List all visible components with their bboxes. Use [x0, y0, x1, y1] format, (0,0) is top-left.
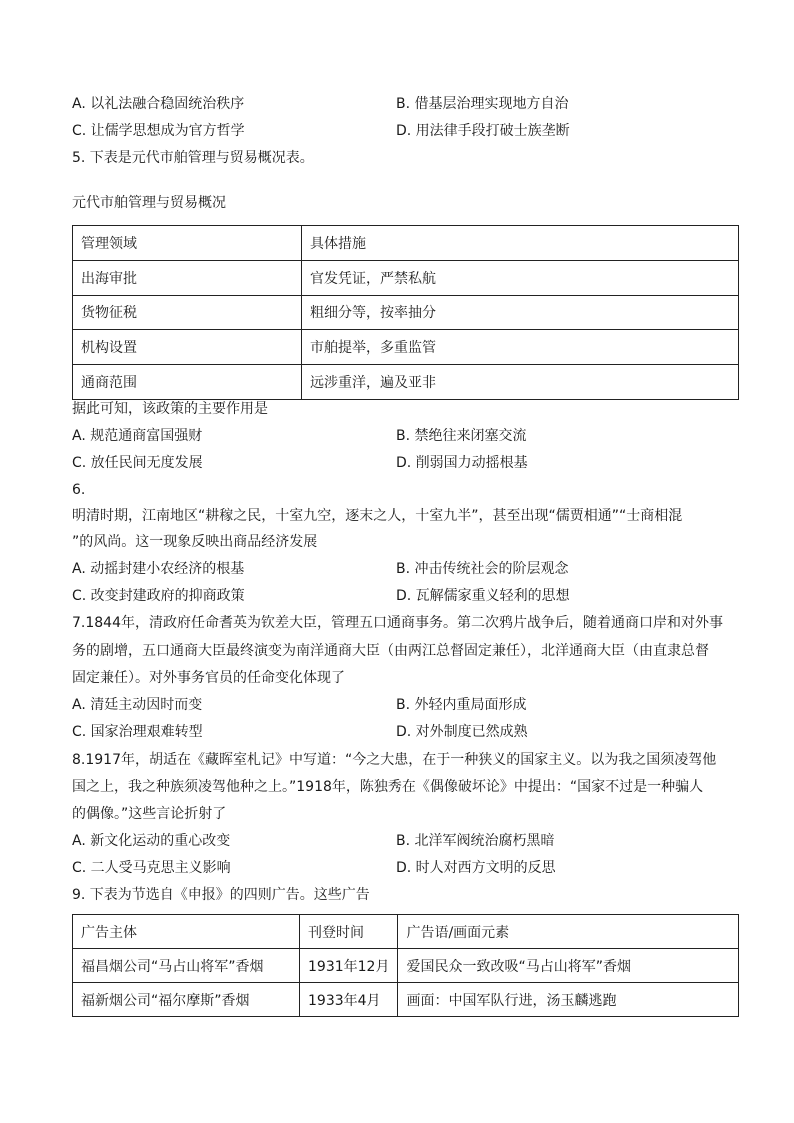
- q6-option-b: B. 冲击传统社会的阶层观念: [396, 561, 569, 577]
- q5-option-a: A. 规范通商富国强财: [72, 428, 203, 444]
- q4-option-c: C. 让儒学思想成为官方哲学: [72, 123, 245, 139]
- q5-option-c: C. 放任民间无度发展: [72, 455, 203, 471]
- q9-stem: 9. 下表为节选自《申报》的四则广告。这些广告: [72, 887, 370, 903]
- table-row: [73, 330, 739, 365]
- table-cell: 市舶提举，多重监管: [302, 330, 739, 365]
- table-cell: 出海审批: [73, 260, 302, 295]
- q5-table-title: 元代市舶管理与贸易概况: [72, 195, 226, 211]
- table-cell: 货物征税: [73, 295, 302, 330]
- table-cell: 爱国民众一致改吸“马占山将军”香烟: [398, 949, 739, 983]
- table-row: [73, 260, 739, 295]
- q7-text-line3: 固定兼任）。对外事务官员的任命变化体现了: [72, 670, 345, 686]
- q5-option-b: B. 禁绝往来闭塞交流: [396, 428, 527, 444]
- q4-option-d: D. 用法律手段打破士族垄断: [396, 123, 570, 139]
- table-row: [73, 365, 739, 400]
- q6-option-c: C. 改变封建政府的抑商政策: [72, 588, 245, 604]
- q8-option-a: A. 新文化运动的重心改变: [72, 833, 231, 849]
- q7-option-a: A. 清廷主动因时而变: [72, 697, 203, 713]
- q7-option-c: C. 国家治理艰难转型: [72, 724, 203, 740]
- q5-stem: 5. 下表是元代市舶管理与贸易概况表。: [72, 150, 314, 166]
- table-cell: 通商范围: [73, 365, 302, 400]
- q8-option-d: D. 时人对西方文明的反思: [396, 860, 556, 876]
- q6-number: 6.: [72, 482, 86, 498]
- q6-text-line2: ”的风尚。这一现象反映出商品经济发展: [72, 534, 318, 550]
- q6-option-d: D. 瓦解儒家重义轻利的思想: [396, 588, 570, 604]
- q7-option-b: B. 外轻内重局面形成: [396, 697, 527, 713]
- table-cell: 福昌烟公司“马占山将军”香烟: [73, 949, 300, 983]
- q8-text-line2: 国之上，我之种族须凌驾他种之上。”1918年，陈独秀在《偶像破坏论》中提出：“国家不过是一种骗人: [72, 779, 704, 795]
- q5-table: [72, 225, 739, 400]
- q8-option-c: C. 二人受马克思主义影响: [72, 860, 231, 876]
- q7-option-d: D. 对外制度已然成熟: [396, 724, 528, 740]
- table-header-cell: 刊登时间: [300, 915, 398, 949]
- table-header-cell: 管理领域: [73, 226, 302, 261]
- q7-text-line2: 务的剧增，五口通商大臣最终演变为南洋通商大臣（由两江总督固定兼任），北洋通商大臣（由直隶总督: [72, 643, 709, 659]
- table-cell: 1933年4月: [300, 983, 398, 1017]
- table-cell: 粗细分等，按率抽分: [302, 295, 739, 330]
- table-header-cell: 具体措施: [302, 226, 739, 261]
- table-cell: 机构设置: [73, 330, 302, 365]
- table-header-row: [73, 915, 739, 949]
- q8-text-line1: 8.1917年，胡适在《藏晖室札记》中写道：“今之大患，在于一种狭义的国家主义。以为我之国须凌驾他: [72, 752, 717, 768]
- q5-option-d: D. 削弱国力动摇根基: [396, 455, 528, 471]
- table-header-cell: 广告语/画面元素: [398, 915, 739, 949]
- table-header-cell: 广告主体: [73, 915, 300, 949]
- table-cell: 福新烟公司“福尔摩斯”香烟: [73, 983, 300, 1017]
- table-cell: 画面：中国军队行进，汤玉麟逃跑: [398, 983, 739, 1017]
- table-cell: 远涉重洋，遍及亚非: [302, 365, 739, 400]
- table-row: [73, 983, 739, 1017]
- q7-text-line1: 7.1844年，清政府任命耆英为钦差大臣，管理五口通商事务。第二次鸦片战争后，随着通商口岸和对外事: [72, 615, 723, 631]
- q6-text-line1: 明清时期，江南地区“耕稼之民，十室九空，逐末之人，十室九半”，甚至出现“儒贾相通”“士商相混: [72, 508, 683, 524]
- q4-option-a: A. 以礼法融合稳固统治秩序: [72, 96, 245, 112]
- table-row: [73, 949, 739, 983]
- q8-text-line3: 的偶像。”这些言论折射了: [72, 806, 227, 822]
- table-row: [73, 295, 739, 330]
- table-cell: 官发凭证，严禁私航: [302, 260, 739, 295]
- table-cell: 1931年12月: [300, 949, 398, 983]
- q4-option-b: B. 借基层治理实现地方自治: [396, 96, 569, 112]
- q6-option-a: A. 动摇封建小农经济的根基: [72, 561, 245, 577]
- table-header-row: [73, 226, 739, 261]
- q9-table: [72, 914, 739, 1017]
- q5-question: 据此可知，该政策的主要作用是: [72, 401, 268, 417]
- q8-option-b: B. 北洋军阀统治腐朽黑暗: [396, 833, 555, 849]
